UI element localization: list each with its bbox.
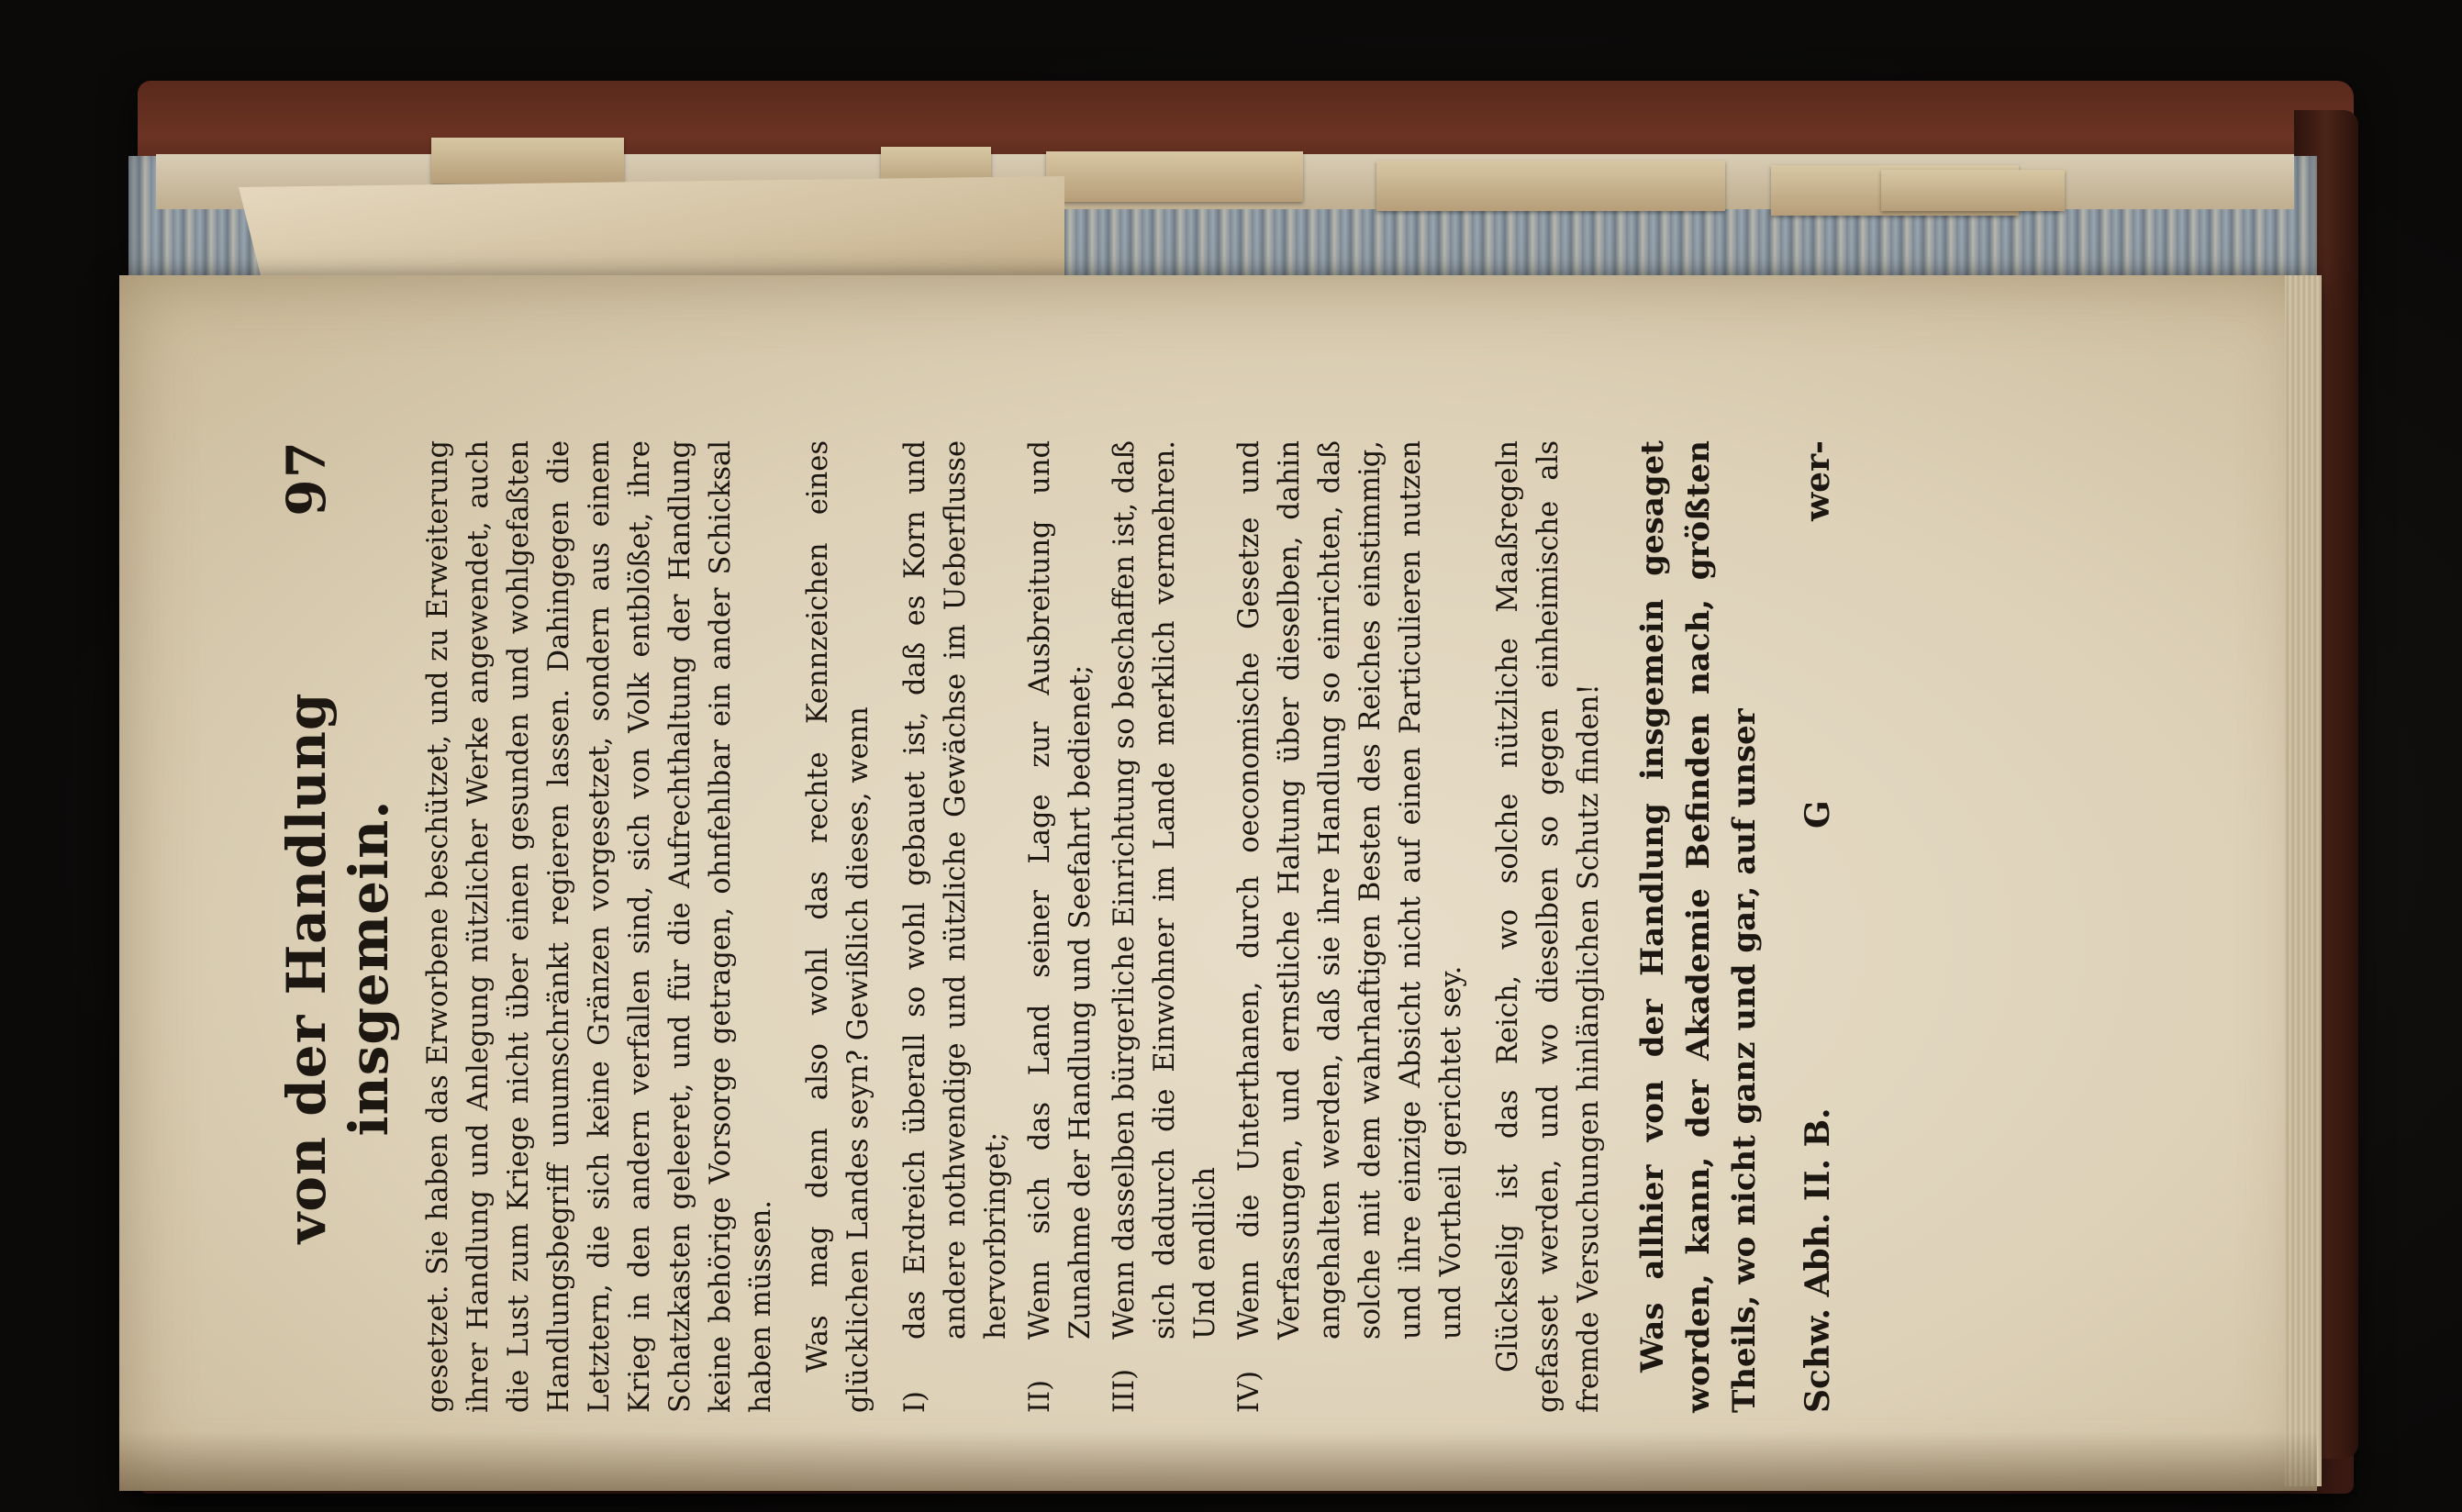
- spacer: [1476, 440, 1488, 1413]
- closing-paragraph: Glückselig ist das Reich, wo solche nützliche Maaßregeln gefasset werden, und wo dieselben so gegen einheimische als fremde Versuchungen hinlänglichen Schutz finden!: [1492, 440, 1605, 1413]
- list-number: III): [1108, 1368, 1141, 1413]
- signature-letter: G: [1799, 800, 1837, 828]
- list-item: [1230, 440, 1472, 1413]
- list-number: IV): [1233, 1371, 1265, 1413]
- final-paragraph: Was allhier von der Handlung insgemein gesaget worden, kann, der Akademie Befinden nach, größten Theils, wo nicht ganz und gar, auf unser: [1634, 440, 1763, 1413]
- list-item: [1105, 440, 1226, 1413]
- paper-tab: [1881, 170, 2065, 211]
- list-number: I): [899, 1391, 931, 1413]
- paper-tab: [431, 138, 624, 183]
- signature-line: [1799, 440, 1837, 1413]
- signature-mark: Schw. Abh. II. B.: [1799, 1107, 1837, 1413]
- list-item: [896, 440, 1017, 1413]
- rotated-text-block: [275, 440, 1837, 1413]
- paragraph: Was mag denn also wohl das rechte Kennzeichen eines glücklichen Landes seyn? Gewißlich dieses, wenn: [802, 440, 875, 1413]
- running-header: [275, 440, 400, 1413]
- page-gutter-shadow: [119, 1431, 2317, 1491]
- list-item: [1020, 440, 1101, 1413]
- paragraph: gesetzet. Sie haben das Erworbene beschützet, und zu Erweiterung ihrer Handlung und Anlegung nützlicher Werke angewendet, auch die Lust zum Kriege nicht über einen gesunden und wohlgefaßten Handlungsbegriff unumschränkt regieren lassen. Dahingegen die Letztern, die sich keine Gränzen vorgesetzet, sondern aus einem Krieg in den andern verfallen sind, sich von Volk entblößet, ihre Schatzkasten geleeret, und für die Aufrechthaltung der Handlung keine behörige Vorsorge getragen, ohnfehlbar ein ander Schicksal haben müssen.: [422, 440, 777, 1413]
- list-text: das Erdreich überall so wohl gebauet ist, daß es Korn und andere nothwendige und nützliche Gewächse im Ueberflusse hervorbringet;: [899, 440, 1012, 1340]
- running-title: von der Handlung insgemein.: [275, 692, 400, 1244]
- page-stack-edge: [2285, 275, 2322, 1486]
- catchword: wer-: [1799, 440, 1837, 521]
- list-number: II): [1024, 1380, 1056, 1413]
- list-text: Wenn die Unterthanen, durch oeconomische Gesetze und Verfassungen, und ernstliche Haltung über dieselben, dahin angehalten werden, daß sie ihre Handlung so einrichten, daß solche mit dem wahrhaftigen Besten des Reiches einstimmig, und ihre einzige Absicht nicht auf einen Particulieren nutzen und Vortheil gerichtet sey.: [1233, 440, 1467, 1340]
- paper-tab: [1376, 161, 1725, 211]
- folded-page-corner: [239, 176, 1064, 286]
- paper-tab: [1046, 151, 1303, 202]
- page-number: 97: [275, 440, 338, 517]
- list-text: Wenn sich das Land seiner Lage zur Ausbreitung und Zunahme der Handlung und Seefahrt bedienet;: [1024, 440, 1097, 1340]
- list-text: Wenn dasselben bürgerliche Einrichtung so beschaffen ist, daß sich dadurch die Einwohner im Lande merklich vermehren. Und endlich: [1108, 440, 1221, 1340]
